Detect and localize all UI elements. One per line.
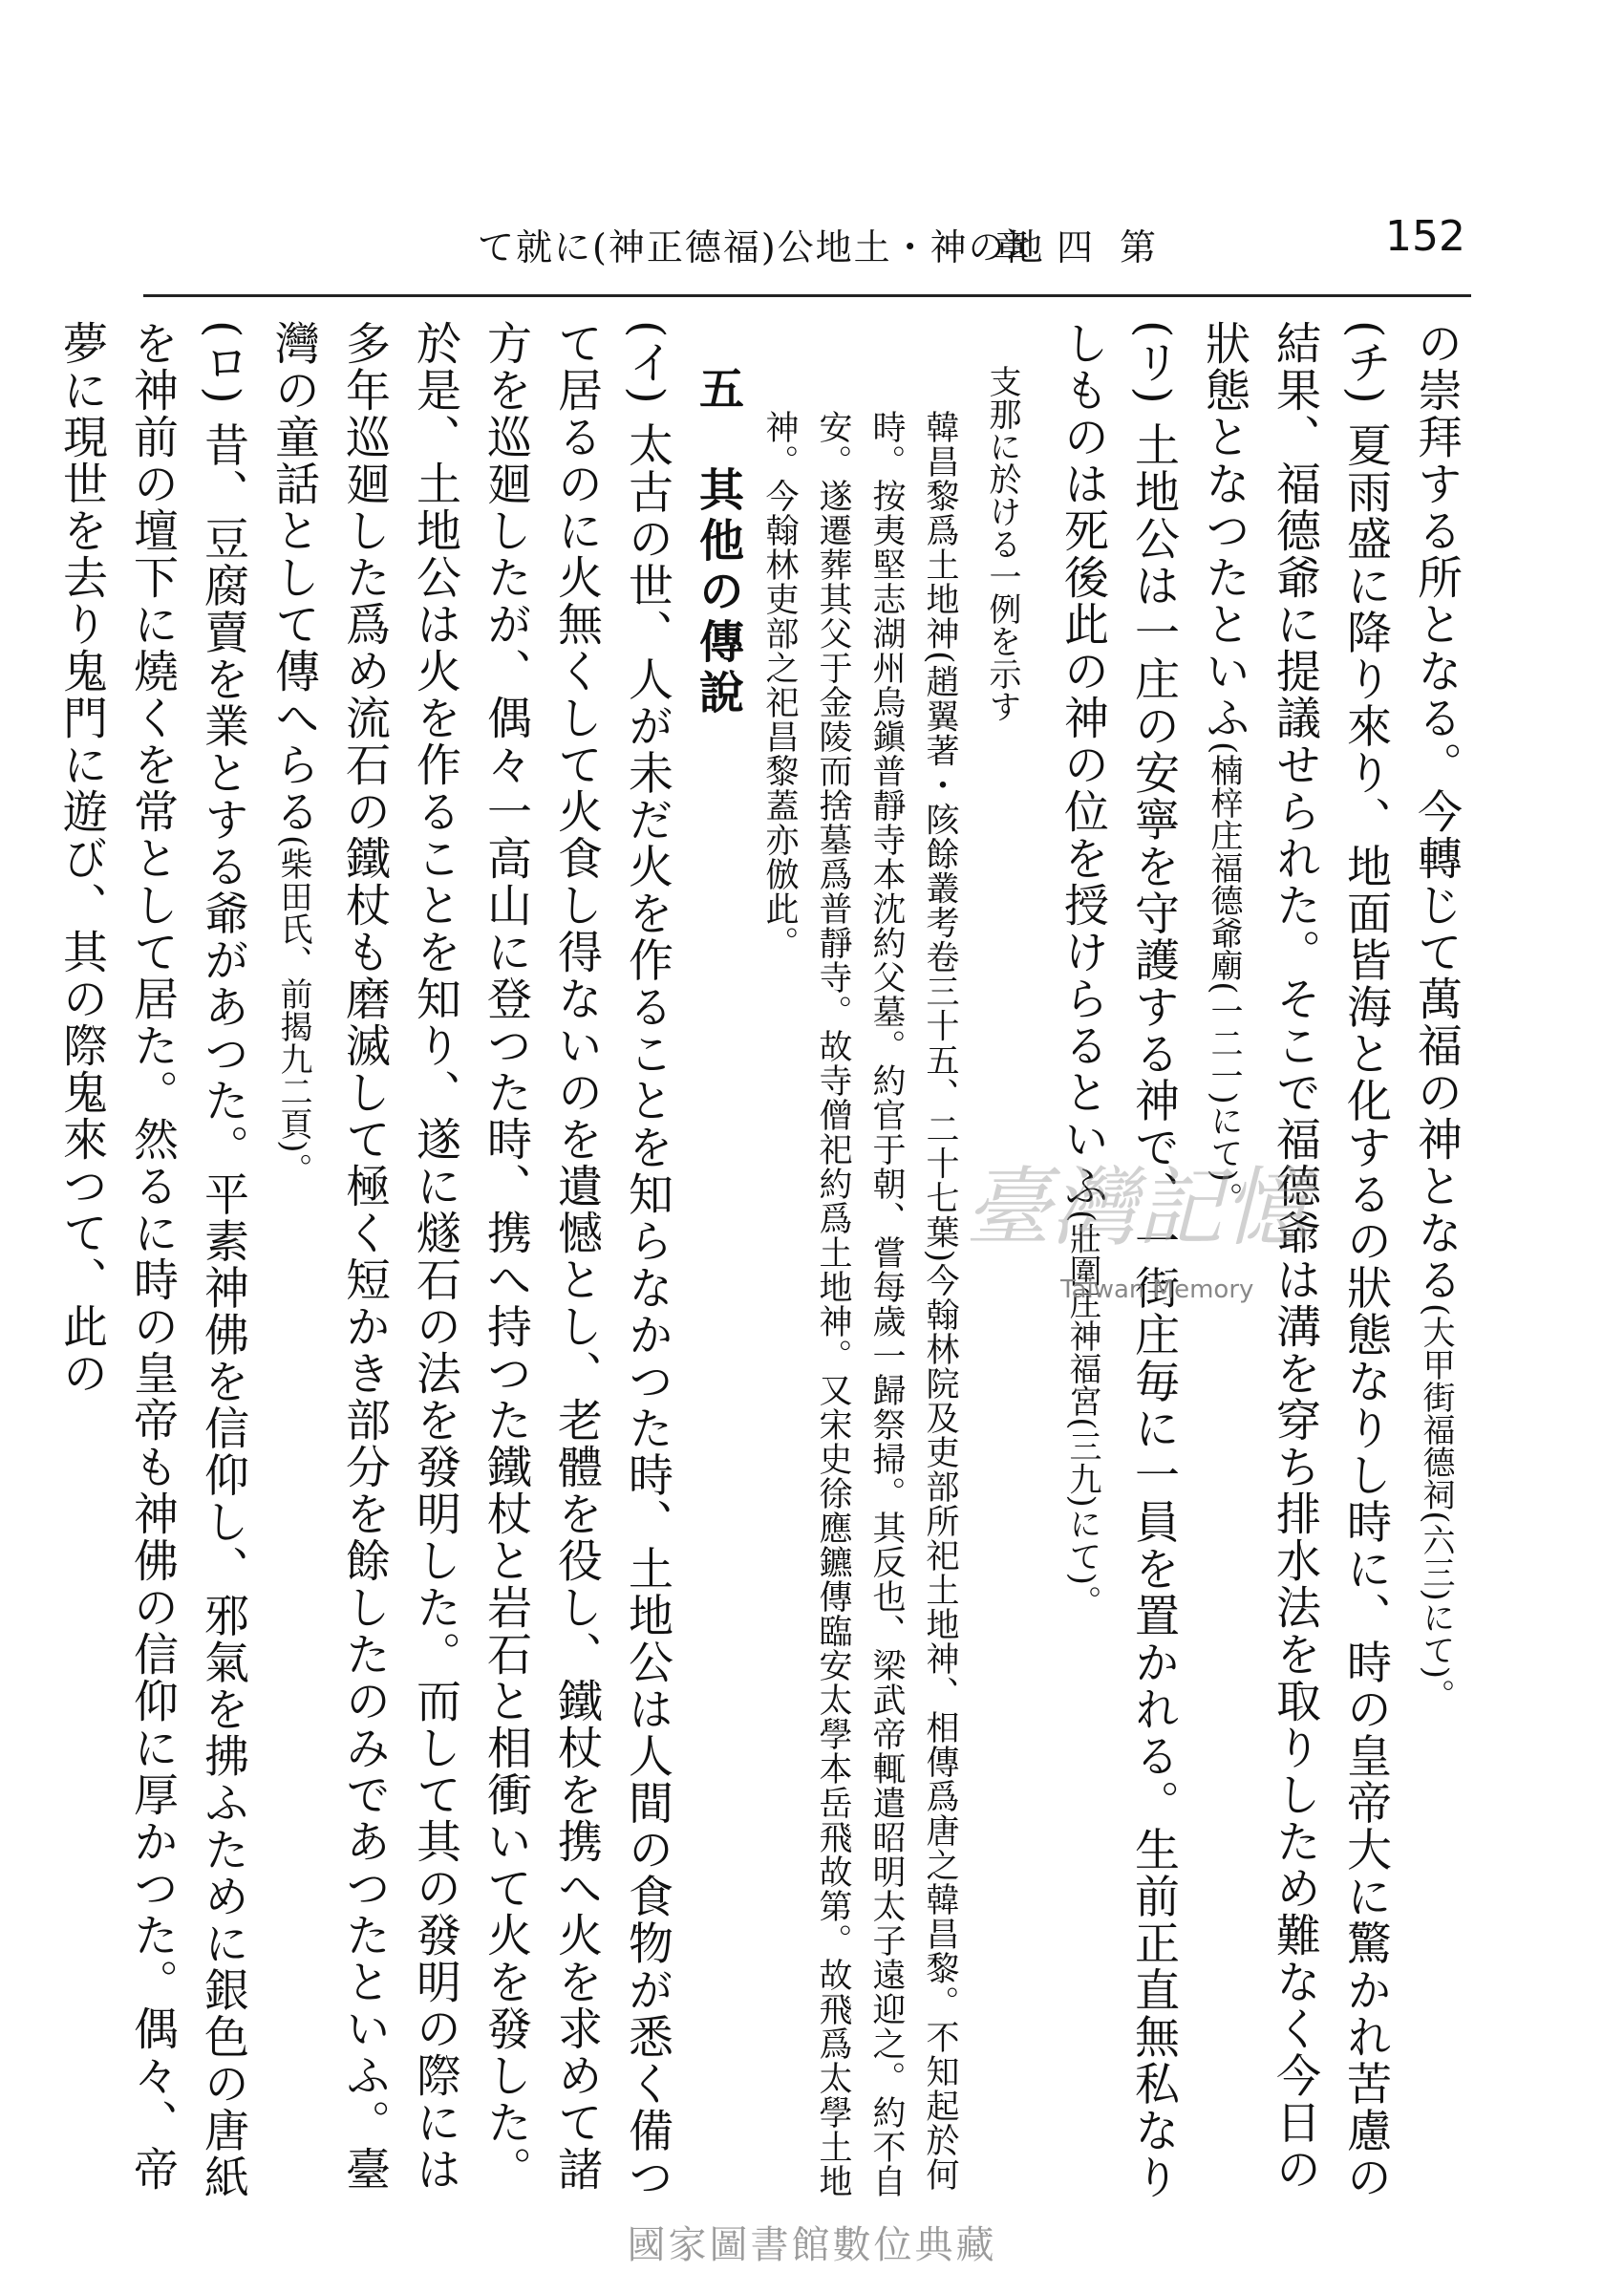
paragraph-i-text: (イ) 太古の世、人が未だ火を作ることを知らなかつた時、土地公は人間の食物が悉く備つて居るのに火無くして火食し得ないのを遺憾とし、老體を役し、鐵杖を携へ火を求めて諸方を巡廻したが、偶々一高山に登つた時、携へ持つた鐵杖と岩石と相衝いて火を發した。於是、土地公は火を作ることを知り、遂に燧石の法を發明した。而して其の發明の際には多年巡廻した爲め流石の鐵杖も磨滅して極く短かき部分を餘したのみであつたといふ。臺灣の童話として傳へらる xyxy=(267,320,673,2201)
paragraph-1-citation: (大甲街福德祠(六三)にて)。 xyxy=(1417,1303,1455,1712)
paragraph-chi xyxy=(1188,320,1400,2202)
running-head-chapter: 章四第 xyxy=(994,226,1184,268)
paragraph-china-example: 支那に於ける一例を示す xyxy=(983,365,1021,722)
body-text xyxy=(55,320,1471,2202)
paragraph-chi-citation: (楠梓庄福德爺廟(一二一)にて)。 xyxy=(1205,741,1243,1215)
paragraph-i xyxy=(258,320,682,2202)
paragraph-chi-text: (チ) 夏雨盛に降り來り、地面皆海と化するの狀態なりし時に、時の皇帝大に驚かれ苦慮の結果、福德爺に提議せられた。そこで福德爺は溝を穿ち排水法を取りしため難なく今日の狀態となつたといふ xyxy=(1198,320,1392,2201)
kanbun-quotation: 韓昌黎爲土地神(趙翼著・陔餘叢考卷三十五、二十七葉)今翰林院及吏部所祀土地神、相傳爲唐之韓昌黎。不知起於何時。按夷堅志湖州烏鎭普靜寺本沈約父墓。約官于朝、嘗每歲一歸祭掃。其反也、梁武帝輒遣昭明太子遠迎之。約不自安。遂遷葬其父于金陵而捨墓爲普靜寺。故寺僧祀約爲土地神。又宋史徐應鑣傳臨安太學本岳飛故第。故飛爲太學土地神。今翰林吏部之祀昌黎蓋亦倣此。 xyxy=(760,410,959,2198)
paragraph-i-citation: (柴田氏、前揭九二頁)。 xyxy=(274,835,312,1186)
section-heading: 五 其他の傳說 xyxy=(692,365,744,719)
watermark-text: 臺灣記憶 xyxy=(965,1158,1309,1258)
header-rule xyxy=(143,294,1471,297)
paragraph-ri-text: (リ) 土地公は一庄の安寧を守護する神で、一街庄毎に一員を置かれる。生前正直無私なりしものは死後此の神の位を授けらるといふ xyxy=(1057,320,1180,2201)
library-footer: 國家圖書館數位典藏 xyxy=(627,2223,997,2267)
paragraph-ri xyxy=(1047,320,1188,2202)
paragraph-1 xyxy=(1400,320,1471,2202)
watermark-subtext: Taiwan Memory xyxy=(1060,1275,1254,1304)
watermark-logo xyxy=(955,1146,1318,1261)
paragraph-ri-citation: (壯圍庄神福宮(三九)にて)。 xyxy=(1063,1210,1101,1618)
running-head-title: て就に(神正德福)公地土・神の地 xyxy=(478,226,1045,268)
page-number: 152 xyxy=(1385,212,1465,261)
paragraph-1-text: の崇拜する所となる。今轉じて萬福の神となる xyxy=(1410,320,1463,1303)
paragraph-ro: (ロ) 昔、豆腐賣を業とする爺があつた。平素神佛を信仰し、邪氣を拂ふために銀色の唐紙を神前の壇下に燒くを常として居た。然るに時の皇帝も神佛の信仰に厚かつた。偶々、帝夢に現世を去り鬼門に遊び、其の際鬼來つて、此の xyxy=(55,320,249,2201)
